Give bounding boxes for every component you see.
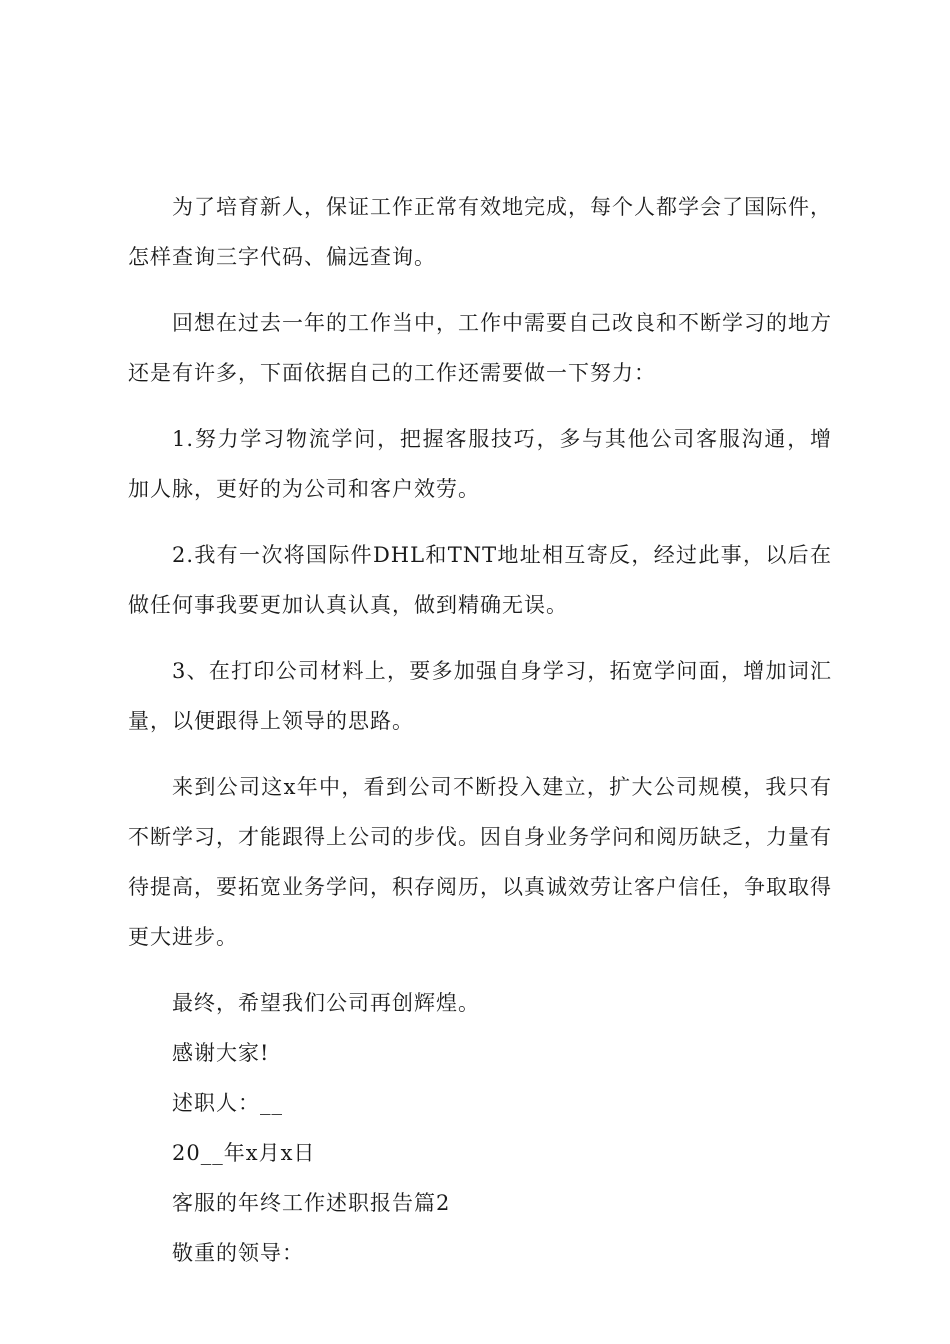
closing-wish: 最终，希望我们公司再创辉煌。 — [172, 991, 480, 1015]
paragraph-outlook: 来到公司这x年中，看到公司不断投入建立，扩大公司规模，我只有不断学习，才能跟得上公司的步伐。因自身业务学问和阅历缺乏，力量有待提高，要拓宽业务学问，积存阅历，以真诚效劳让客户信任，争取取得更大进步。 — [128, 775, 832, 949]
paragraph-item-1: 1.努力学习物流学问，把握客服技巧，多与其他公司客服沟通，增加人脉，更好的为公司和客户效劳。 — [128, 427, 832, 501]
section-title: 客服的年终工作述职报告篇2 — [172, 1191, 451, 1215]
paragraph-reflection: 回想在过去一年的工作当中，工作中需要自己改良和不断学习的地方还是有许多，下面依据自己的工作还需要做一下努力： — [128, 311, 832, 385]
date-line: 20__年x月x日 — [172, 1141, 316, 1165]
paragraph-item-3: 3、在打印公司材料上，要多加强自身学习，拓宽学问面，增加词汇量，以便跟得上领导的思路。 — [128, 659, 832, 733]
closing-thanks: 感谢大家! — [172, 1041, 270, 1065]
paragraph-item-2: 2.我有一次将国际件DHL和TNT地址相互寄反，经过此事，以后在做任何事我要更加认真认真，做到精确无误。 — [128, 543, 832, 617]
signature-line: 述职人：__ — [172, 1091, 283, 1115]
salutation: 敬重的领导： — [172, 1241, 304, 1265]
document-body — [128, 182, 832, 1278]
paragraph-training: 为了培育新人，保证工作正常有效地完成，每个人都学会了国际件，怎样查询三字代码、偏远查询。 — [128, 195, 832, 269]
